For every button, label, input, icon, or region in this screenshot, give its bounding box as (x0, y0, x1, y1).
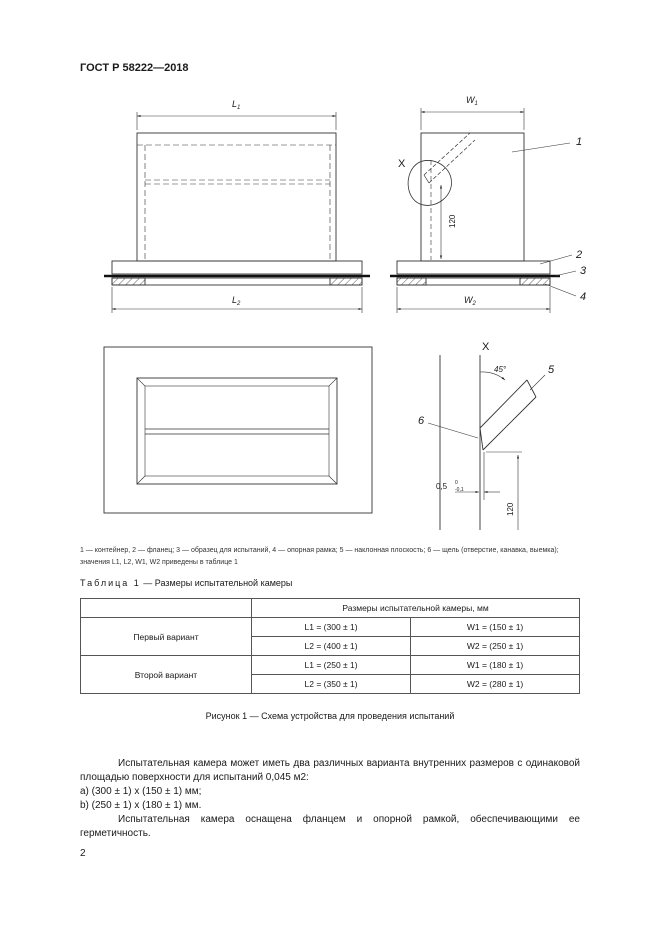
body-paragraph: Испытательная камера оснащена фланцем и опорной рамкой, обеспечивающими ее герметичность. (80, 814, 580, 839)
table-cell: L2 = (400 ± 1) (252, 637, 411, 656)
front-view (104, 112, 370, 313)
detail-mark-x: X (398, 158, 406, 170)
table-label: Таблица 1 (80, 578, 141, 588)
figure-legend: 1 — контейнер, 2 — фланец; 3 — образец для испытаний, 4 — опорная рамка; 5 — наклонная плоскость; 6 — щель (отверстие, канавка, выемка); значения L1, L2, W1, W2 приведены в таблице 1 (80, 547, 559, 566)
dim-label-l1: $L_1$ (232, 99, 241, 111)
table-row (81, 618, 580, 637)
table-cell: W1 = (150 ± 1) (411, 618, 580, 637)
detail-dim-120: 120 (506, 502, 515, 516)
callout-2: 2 (576, 249, 583, 261)
page-number: 2 (80, 848, 86, 859)
gap-value: 0,5 (436, 482, 448, 491)
gap-tolerance-upper: 0 (455, 480, 458, 486)
table-cell: W2 = (250 ± 1) (411, 637, 580, 656)
dimensions-table (80, 598, 580, 694)
dim-label-120: 120 (448, 214, 457, 228)
table-caption (80, 578, 292, 588)
callout-1: 1 (576, 136, 583, 148)
list-item: а) (300 ± 1) x (150 ± 1) мм; (80, 786, 202, 797)
gap-tolerance-lower: -0,1 (455, 487, 464, 493)
dim-label-w1: $W_1$ (466, 95, 478, 107)
plan-view (104, 347, 372, 513)
body-paragraph: Испытательная камера может иметь два различных варианта внутренних размеров с одинаковой площадью поверхности для испытаний 0,045 м2: (80, 758, 580, 783)
variant-cell: Первый вариант (81, 618, 252, 656)
table-cell: W1 = (180 ± 1) (411, 656, 580, 675)
list-item: b) (250 ± 1) x (180 ± 1) мм. (80, 800, 202, 811)
table-cell: L1 = (300 ± 1) (252, 618, 411, 637)
table-corner-cell (81, 599, 252, 618)
table-header: Размеры испытательной камеры, мм (252, 599, 580, 618)
table-cell: W2 = (280 ± 1) (411, 675, 580, 694)
figure-caption: Рисунок 1 — Схема устройства для проведения испытаний (205, 711, 455, 721)
detail-x-view (428, 355, 545, 530)
detail-title-x: X (482, 341, 490, 353)
document-header: ГОСТ Р 58222—2018 (80, 62, 189, 74)
table-cell: L1 = (250 ± 1) (252, 656, 411, 675)
angle-label: 45° (494, 365, 507, 374)
side-view (390, 108, 576, 313)
callout-5: 5 (548, 364, 555, 376)
callout-4: 4 (580, 291, 587, 303)
dim-label-w2: $W_2$ (464, 295, 476, 307)
callout-3: 3 (580, 265, 587, 277)
table-title: — Размеры испытательной камеры (140, 578, 293, 588)
table-cell: L2 = (350 ± 1) (252, 675, 411, 694)
table-row (81, 656, 580, 675)
callout-6: 6 (418, 415, 425, 427)
dim-label-l2: $L_2$ (232, 295, 241, 307)
variant-cell: Второй вариант (81, 656, 252, 694)
table-header-row (81, 599, 580, 618)
